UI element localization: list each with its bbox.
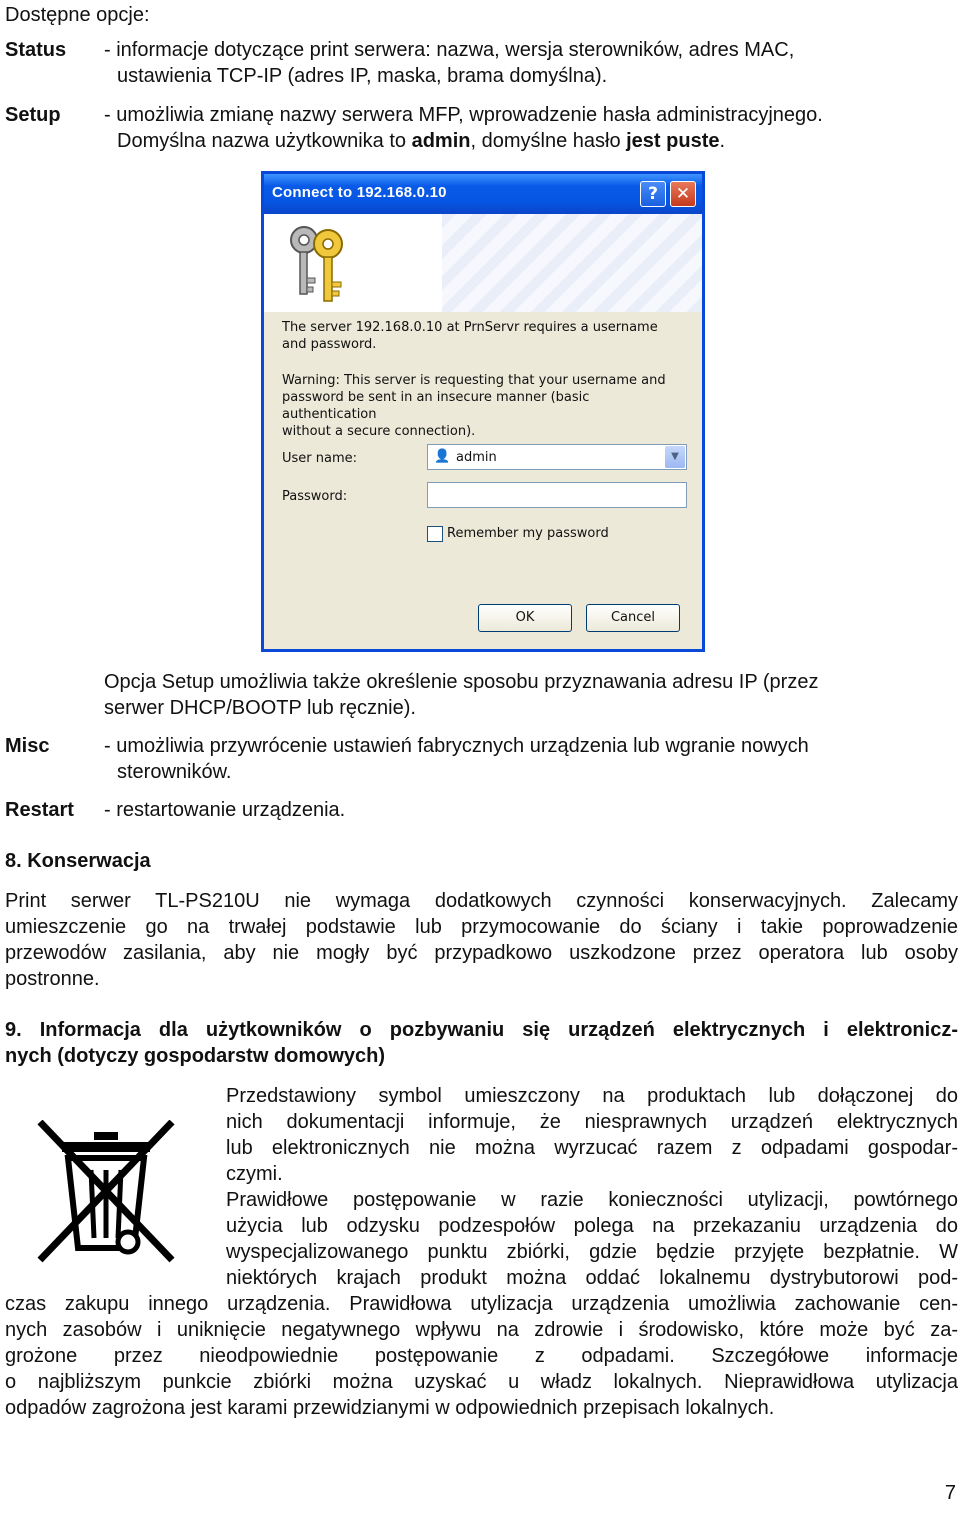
dialog-banner bbox=[264, 214, 702, 312]
dialog-title: Connect to 192.168.0.10 bbox=[272, 184, 447, 201]
section8-line4: postronne. bbox=[5, 968, 100, 990]
setup-desc-text-c: , domyślne hasło bbox=[470, 130, 627, 152]
section8-line1: Print serwer TL-PS210U nie wymaga dodatkowych czynności konserwacyjnych. Zalecamy bbox=[5, 890, 958, 912]
setup-term: Setup bbox=[5, 104, 61, 126]
section9-p1-line1: Przedstawiony symbol umieszczony na produktach lub dołączonej do bbox=[226, 1085, 958, 1107]
setup-desc-line2 bbox=[117, 128, 725, 154]
username-value: admin bbox=[456, 450, 497, 465]
dialog-warning-line3: without a secure connection). bbox=[282, 424, 476, 439]
section9-p2-line8: o najbliższym punkcie zbiórki można uzyskać u władz lokalnych. Nieprawidłowa utylizacja bbox=[5, 1371, 958, 1393]
section9-p2-line5: czas zakupu innego urządzenia. Prawidłowa utylizacja urządzenia umożliwia zachowanie cen- bbox=[5, 1293, 958, 1315]
section8-line3: przewodów zasilania, aby nie mogły być przypadkowo uszkodzone przez operatora lub osoby bbox=[5, 942, 958, 964]
section9-p2-line1: Prawidłowe postępowanie w razie konieczności utylizacji, powtórnego bbox=[226, 1189, 958, 1211]
setup-desc-text-e: . bbox=[719, 130, 726, 152]
help-button[interactable]: ? bbox=[640, 181, 666, 207]
chevron-down-icon[interactable]: ▼ bbox=[665, 446, 685, 468]
misc-desc-line1: - umożliwia przywrócenie ustawień fabrycznych urządzenia lub wgranie nowych bbox=[104, 735, 809, 757]
ok-button[interactable]: OK bbox=[478, 604, 572, 632]
username-combo[interactable] bbox=[427, 444, 687, 470]
section9-p2-line6: nych zasobów i uniknięcie negatywnego wpływu na zdrowie i środowisko, które może być za- bbox=[5, 1319, 958, 1341]
dialog-warning-line2: password be sent in an insecure manner (basic authentication bbox=[282, 390, 590, 422]
section9-heading-line1: 9. Informacja dla użytkowników o pozbywaniu się urządzeń elektrycznych i elektronicz- bbox=[5, 1019, 958, 1041]
misc-desc-line2: sterowników. bbox=[117, 761, 232, 783]
section9-p2-line2: użycia lub odzysku podzespołów polega na przekazaniu urządzenia do bbox=[226, 1215, 958, 1237]
restart-term: Restart bbox=[5, 799, 74, 821]
setup-extra-line1: Opcja Setup umożliwia także określenie sposobu przyznawania adresu IP (przez bbox=[104, 671, 819, 693]
dialog-warning-line1: Warning: This server is requesting that your username and bbox=[282, 373, 666, 388]
intro-text: Dostępne opcje: bbox=[5, 4, 150, 26]
section9-p2-line4: niektórych krajach produkt można oddać lokalnemu dystrybutorowi pod- bbox=[226, 1267, 958, 1289]
section8-heading: 8. Konserwacja bbox=[5, 850, 151, 872]
dialog-warning bbox=[282, 372, 682, 440]
status-term: Status bbox=[5, 39, 67, 61]
keys-icon bbox=[286, 220, 356, 306]
password-input[interactable] bbox=[427, 482, 687, 508]
dialog-message-1-line2: and password. bbox=[282, 337, 377, 352]
login-dialog bbox=[261, 171, 705, 652]
user-icon: 👤 bbox=[434, 449, 451, 464]
section9-p1-line3: lub elektronicznych nie można wyrzucać razem z odpadami gospodar- bbox=[226, 1137, 958, 1159]
remember-password-checkbox[interactable] bbox=[427, 526, 443, 542]
section9-p2-line7: grożone przez nieodpowiednie postępowanie z odpadami. Szczegółowe informacje bbox=[5, 1345, 958, 1367]
status-desc-line1: - informacje dotyczące print serwera: nazwa, wersja sterowników, adres MAC, bbox=[104, 39, 795, 61]
section9-p2-line9: odpadów zagrożona jest karami przewidzianymi w odpowiednich przepisach lokalnych. bbox=[5, 1397, 775, 1419]
close-button[interactable]: ✕ bbox=[670, 181, 696, 207]
setup-extra-line2: serwer DHCP/BOOTP lub ręcznie). bbox=[104, 697, 416, 719]
misc-term: Misc bbox=[5, 735, 50, 757]
section8-line2: umieszczenie go na trwałej podstawie lub przymocowanie do ściany i takie poprowadzenie bbox=[5, 916, 958, 938]
banner-pattern bbox=[442, 214, 702, 312]
password-label: Password: bbox=[282, 489, 348, 504]
restart-desc: - restartowanie urządzenia. bbox=[104, 799, 346, 821]
default-password-note: jest puste bbox=[626, 130, 720, 152]
crossed-out-bin-icon bbox=[36, 1120, 176, 1266]
cancel-button[interactable]: Cancel bbox=[586, 604, 680, 632]
section9-p1-line2: nich dokumentacji informuje, że niesprawnych urządzeń elektrycznych bbox=[226, 1111, 958, 1133]
dialog-titlebar bbox=[264, 174, 702, 214]
setup-desc-text-a: Domyślna nazwa użytkownika to bbox=[117, 130, 412, 152]
setup-desc-line1: - umożliwia zmianę nazwy serwera MFP, wprowadzenie hasła administracyjnego. bbox=[104, 104, 823, 126]
section9-heading-line2: nych (dotyczy gospodarstw domowych) bbox=[5, 1045, 386, 1067]
status-desc-line2: ustawienia TCP-IP (adres IP, maska, brama domyślna). bbox=[117, 65, 608, 87]
dialog-message-1 bbox=[282, 319, 682, 353]
dialog-message-1-line1: The server 192.168.0.10 at PrnServr requires a username bbox=[282, 320, 658, 335]
section9-p2-line3: wyspecjalizowanego punktu zbiórki, gdzie będzie przyjęte bezpłatnie. W bbox=[226, 1241, 958, 1263]
remember-password-label: Remember my password bbox=[447, 526, 609, 541]
default-username: admin bbox=[411, 130, 471, 152]
section9-p1-line4: czymi. bbox=[226, 1163, 283, 1185]
username-label: User name: bbox=[282, 451, 358, 466]
page-number: 7 bbox=[944, 1482, 956, 1504]
